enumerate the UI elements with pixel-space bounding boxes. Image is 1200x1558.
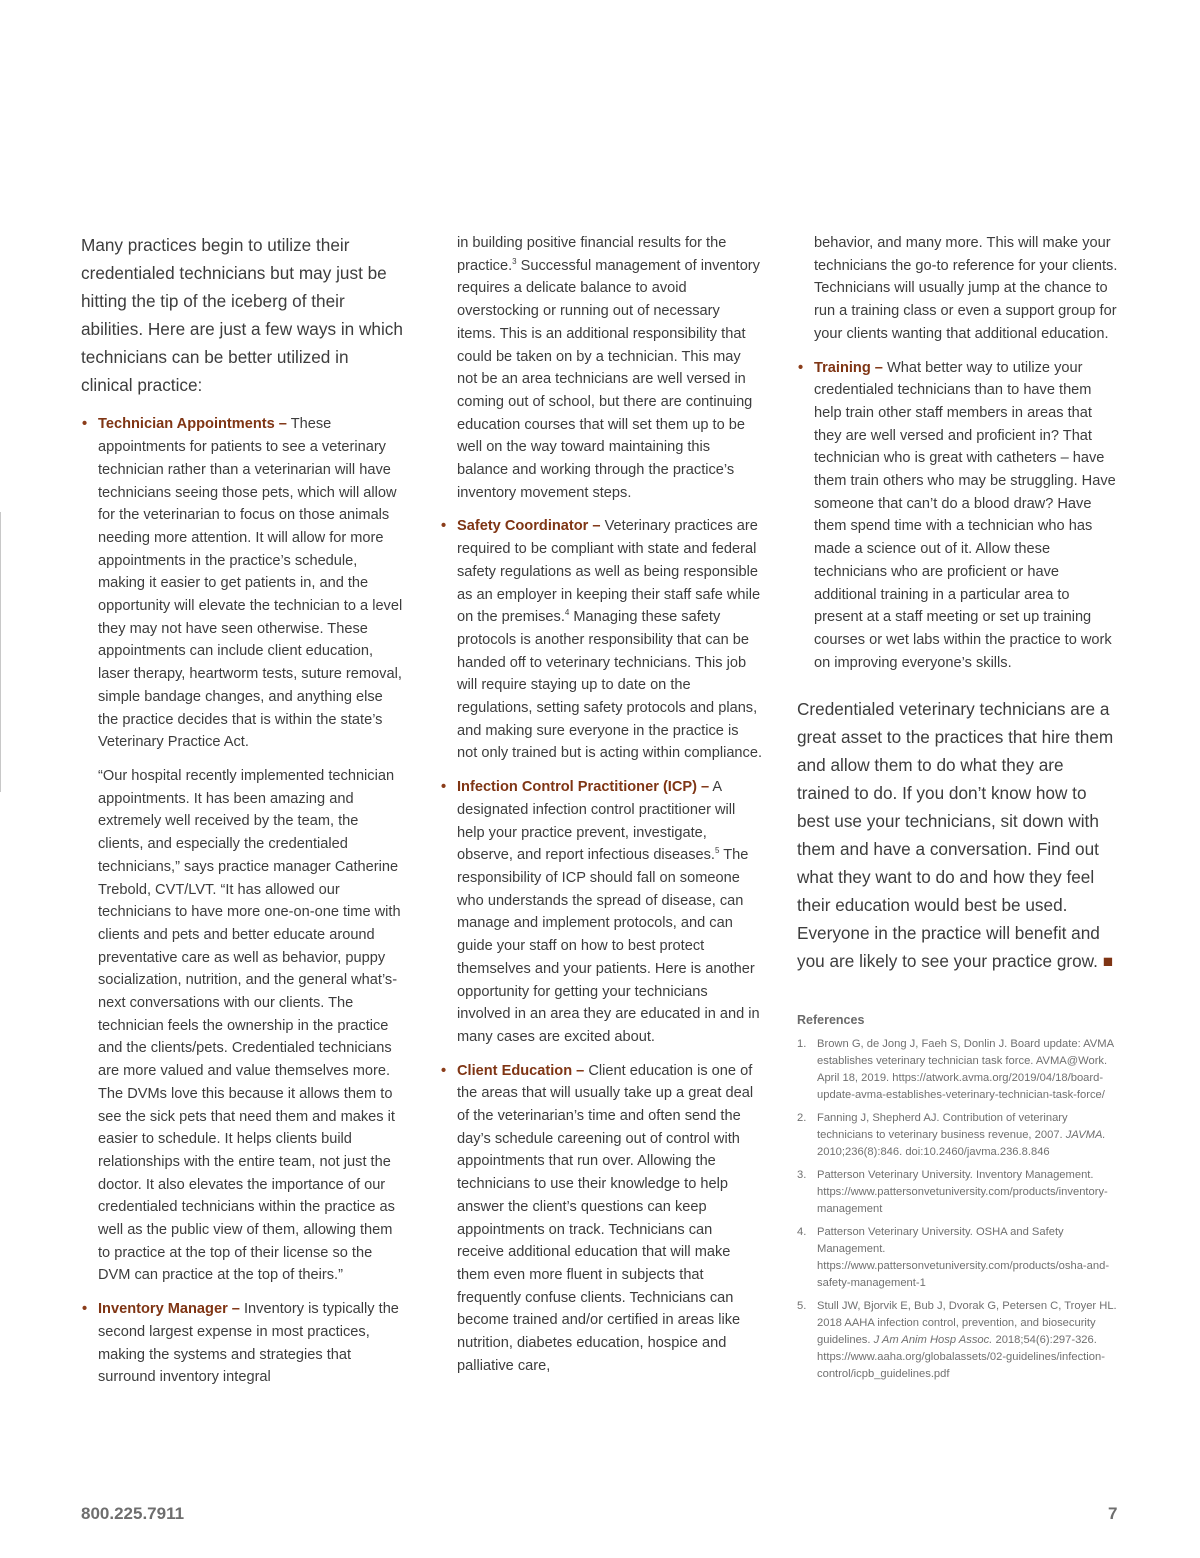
references-list: [797, 1036, 1119, 1383]
text-client-education: Client education is one of the areas that will usually take up a great deal of the veterinarian’s time and often send the day’s schedule careening out of control with appointments that run over. Allowing the technicians to use their knowledge to help answer the client’s questions can keep appointments on track. Technicians can receive additional education that will make them even more fluent in subjects that frequently confuse clients. Technicians can become trained and/or certified in areas like nutrition, diabetes education, hospice and palliative care,: [457, 1062, 754, 1374]
reference-number: 3.: [797, 1169, 807, 1182]
footnote-5: 5: [714, 846, 720, 856]
bullet-icon: •: [441, 518, 447, 535]
footer-page-number: 7: [1108, 1504, 1118, 1523]
text-safety-b: Managing these safety protocols is another responsibility that can be handed off to veterinary technicians. This job will require staying up to date on the regulations, setting safety protocols and plans, and making sure everyone in the practice is not only trained but is acting within compliance.: [457, 609, 763, 762]
closing-text: Credentialed veterinary technicians are a great asset to the practices that hire them and allow them to do what they are trained to do. If you don’t know how to best use your technicians, sit down with them and have a conversation. Find out what they want to do and how they feel their education would best be used. Everyone in the practice will benefit and you are likely to see your practice grow.: [797, 699, 1114, 971]
quote-catherine-trebold: “Our hospital recently implemented technician appointments. It has been amazing and extremely well received by the team, the clients, and especially the credentialed technicians,” says practice manager Catherine Trebold, CVT/LVT. “It has allowed our technicians to have more one-on-one time with clients and pets and better educate around preventative care as well as behavior, puppy socialization, nutrition, and the general what’s-next conversations with our clients. The technician feels the ownership in the practice and the clients/pets. Credentialed technicians are more valued and value themselves more. The DVMs love this because it allows them to see the sick pets that need them and makes it easier to schedule. It helps clients build relationships with the entire team, not just the doctor. It also elevates the importance of our credentialed technicians within the practice as well as the public view of them, allowing them to practice at the top of their license so the DVM can practice at the top of theirs.”: [98, 767, 401, 1284]
bullet-icon: •: [82, 416, 88, 433]
list-item-technician-appointments: [81, 413, 403, 754]
references-section: [797, 1013, 1119, 1383]
term-infection-control: Infection Control Practitioner (ICP) –: [457, 779, 710, 796]
reference-text: Brown G, de Jong J, Faeh S, Donlin J. Board update: AVMA establishes veterinary technician task force. AVMA@Work. April 18, 2019. https://atwork.avma.org/2019/04/18/board-update-avma-establishes-veterinary-technician-task-force/: [817, 1038, 1114, 1102]
list-item-client-education: [440, 1060, 762, 1378]
list-item-safety-coordinator: [440, 515, 762, 765]
reference-item: [797, 1298, 1119, 1383]
inventory-cont-b: Successful management of inventory requires a delicate balance to avoid overstocking or running out of necessary items. This is an additional responsibility that could be taken on by a technician. This may not be an area technicians are well versed in coming out of school, but there are continuing education courses that will set them up to be well on the way toward maintaining this balance and working through the practice’s inventory movement steps.: [457, 257, 760, 501]
list-item-infection-control: [440, 776, 762, 1048]
margin-rule: [0, 512, 1, 792]
text-icp-b: The responsibility of ICP should fall on someone who understands the spread of disease, can manage and implement protocols, and can guide your staff on how to best protect themselves and your patients. Here is another opportunity for getting your technicians involved in an area they are educated in and in many cases are excited about.: [457, 847, 760, 1045]
bullet-list-3: [440, 515, 762, 1377]
footnote-3: 3: [512, 256, 517, 266]
reference-item: [797, 1110, 1119, 1161]
text-training: What better way to utilize your credentialed technicians than to have them help train other staff members in areas that they are well versed and proficient in? That technician who is great with catheters – have them train others who may be struggling. Have someone that can’t do a blood draw? Have them spend time with a technician who has made a science out of it. Allow these technicians who are proficient or have additional training in a particular area to present at a staff meeting or set up training courses or wet labs within the practice to work on improving everyone’s skills.: [814, 359, 1116, 671]
footnote-4: 4: [564, 608, 570, 618]
reference-text-b: 2010;236(8):846. doi:10.2460/javma.236.8.846: [817, 1146, 1050, 1159]
term-technician-appointments: Technician Appointments –: [98, 416, 287, 433]
footer-phone-number: 800.225.7911: [81, 1504, 185, 1523]
reference-text-a: Fanning J, Shepherd AJ. Contribution of veterinary technicians to veterinary business revenue, 2007.: [817, 1112, 1068, 1142]
reference-number: 5.: [797, 1300, 807, 1313]
reference-item: [797, 1167, 1119, 1218]
term-inventory-manager: Inventory Manager –: [98, 1301, 240, 1318]
reference-text-b: 2018;54(6):297-326. https://www.aaha.org/globalassets/02-guidelines/infection-control/icpb_guidelines.pdf: [817, 1334, 1105, 1381]
reference-journal: J Am Anim Hosp Assoc.: [873, 1334, 993, 1347]
bullet-icon: •: [441, 779, 447, 796]
text-icp-a: A designated infection control practitioner will help your practice prevent, investigate, observe, and report infectious diseases.: [457, 779, 736, 864]
references-title: References: [797, 1013, 865, 1028]
column-1: [81, 232, 403, 1400]
reference-number: 4.: [797, 1226, 807, 1239]
term-client-education: Client Education –: [457, 1062, 585, 1079]
intro-paragraph: Many practices begin to utilize their credentialed technicians but may just be hitting the tip of the iceberg of their abilities. Here are just a few ways in which technicians can be better utilized in clinical practice:: [81, 235, 403, 395]
client-education-continued: behavior, and many more. This will make your technicians the go-to reference for your clients. Technicians will usually jump at the chance to run a training class or even a support group for your clients wanting that additional education.: [814, 235, 1118, 342]
bullet-icon: •: [798, 359, 804, 376]
reference-item: [797, 1036, 1119, 1104]
term-training: Training –: [814, 359, 883, 376]
list-item-inventory-manager: [81, 1298, 403, 1389]
inventory-cont-a: in building positive financial results for the practice.: [457, 235, 727, 274]
bullet-icon: •: [441, 1062, 447, 1079]
closing-paragraph: [797, 696, 1119, 975]
text-technician-appointments: These appointments for patients to see a veterinary technician rather than a veterinarian will have technicians seeing those pets, which will allow for the veterinarian to focus on those animals needing more attention. It will allow for more appointments in the practice’s schedule, making it easier to get patients in, and the opportunity will elevate the technician to a level they may not have seen otherwise. These appointments can include client education, laser therapy, heartworm tests, suture removal, simple bandage changes, and anything else the practice decides that is within the state’s Veterinary Practice Act.: [98, 416, 403, 751]
reference-number: 1.: [797, 1038, 807, 1051]
end-mark-icon: ■: [1102, 950, 1114, 971]
reference-journal: JAVMA.: [1065, 1129, 1106, 1142]
bullet-list-4: [797, 357, 1119, 675]
bullet-list-1: [81, 413, 403, 754]
reference-text-a: Stull JW, Bjorvik E, Bub J, Dvorak G, Petersen C, Troyer HL. 2018 AAHA infection control, prevention, and biosecurity guidelines.: [817, 1300, 1117, 1347]
text-safety-a: Veterinary practices are required to be compliant with state and federal safety regulations as well as being responsible as an employer in keeping their staff safe while on the premises.: [457, 518, 761, 626]
bullet-icon: •: [82, 1301, 88, 1318]
inventory-continued: [440, 232, 762, 504]
reference-item: [797, 1224, 1119, 1292]
column-2: [440, 232, 762, 1388]
bullet-list-2: [81, 1298, 403, 1389]
reference-text: Patterson Veterinary University. OSHA and Safety Management. https://www.pattersonvetuniversity.com/products/osha-and-safety-management-1: [817, 1226, 1110, 1290]
reference-text: Patterson Veterinary University. Inventory Management. https://www.pattersonvetuniversity.com/products/inventory-management: [817, 1169, 1108, 1216]
column-3: [797, 232, 1119, 1389]
reference-number: 2.: [797, 1112, 807, 1125]
term-safety-coordinator: Safety Coordinator –: [457, 518, 601, 535]
text-inventory-manager: Inventory is typically the second largest expense in most practices, making the systems and strategies that surround inventory integral: [98, 1301, 399, 1386]
list-item-training: [797, 357, 1119, 675]
